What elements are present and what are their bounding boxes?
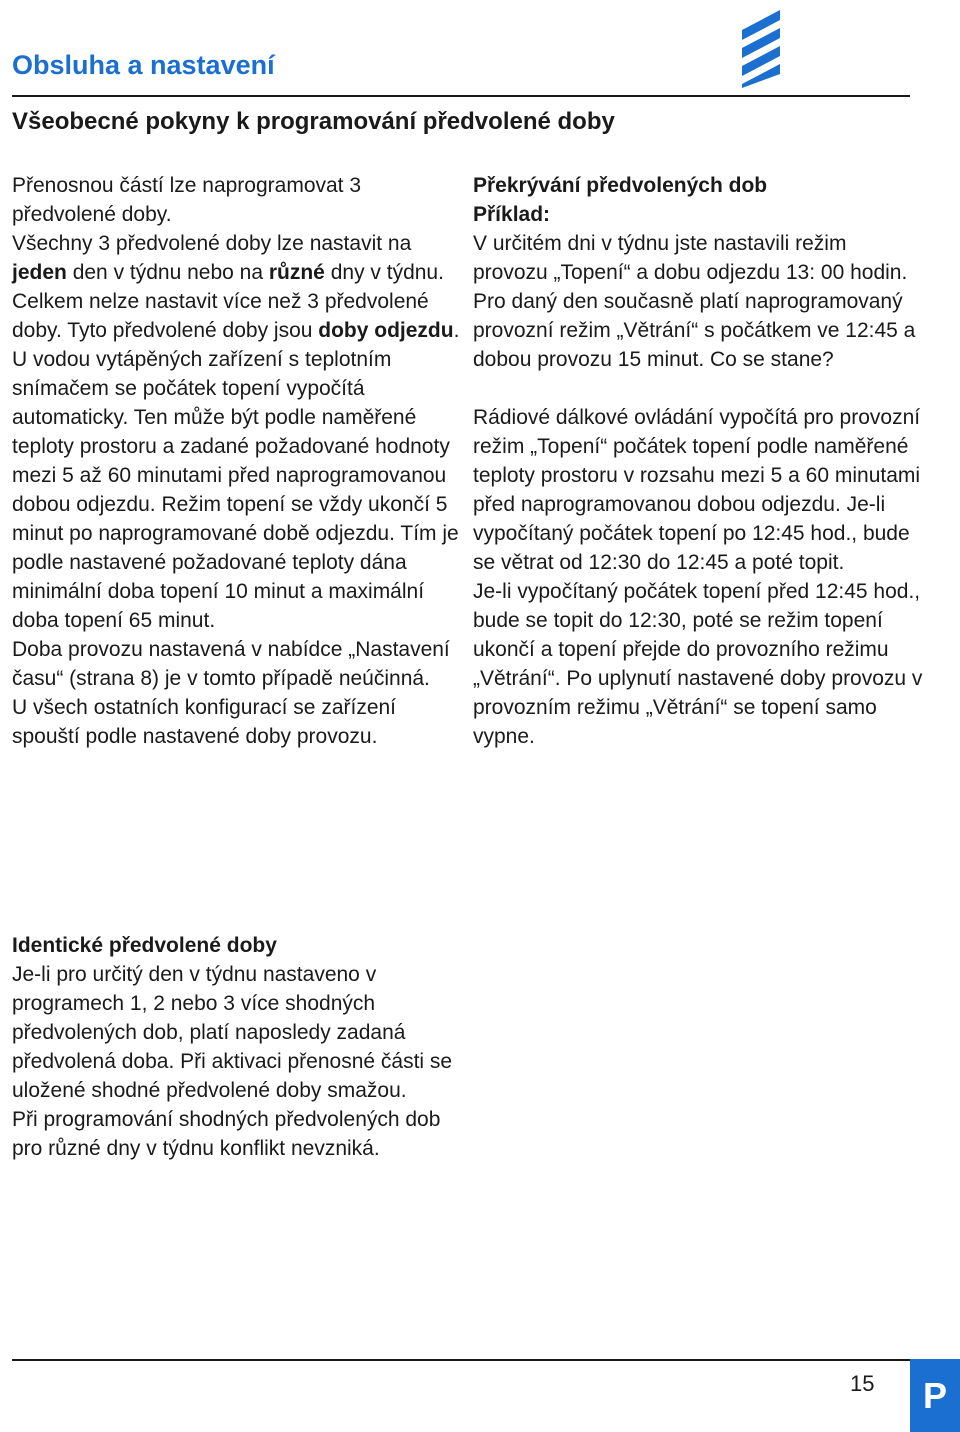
section-title: Obsluha a nastavení: [12, 50, 275, 80]
identical-paragraph-1: Je-li pro určitý den v týdnu nastaveno v programech 1, 2 nebo 3 více shodných předvolených dob, platí naposledy zadaná předvolená doba. Při aktivaci přenosné části se uložené shodné předvolené doby smažou.: [12, 963, 453, 1102]
right-paragraph-2: Rádiové dálkové ovládání vypočítá pro provozní režim „Topení“ počátek topení podle naměřené teploty prostoru v rozsahu mezi 5 a 60 minutami před naprogramovanou dobou odjezdu. Je-li vypočítaný počátek topení po 12:45 hod., bude se větrat od 12:30 do 12:45 a poté topit.: [473, 406, 921, 574]
left-paragraph-3: U vodou vytápěných zařízení s teplotním snímačem se počátek topení vypočítá automaticky. Ten může být podle naměřené teploty prostoru a zadané požadované hodnoty mezi 5 až 60 minutami před naprogramovanou dobou odjezdu. Režim topení se vždy ukončí 5 minut po naprogramované době odjezdu. Tím je podle nastavené požadované teploty dána minimální doba topení 10 minut a maximální doba topení 65 minut.: [12, 348, 459, 632]
identical-heading: Identické předvolené doby: [12, 934, 277, 957]
example-label: Příklad:: [473, 203, 551, 226]
left-paragraph-2: Všechny 3 předvolené doby lze nastavit na jeden den v týdnu nebo na různé dny v týdnu. Celkem nelze nastavit více než 3 předvolené doby. Tyto předvolené doby jsou doby odjezdu.: [12, 232, 460, 342]
paragraph-gap: [473, 374, 923, 403]
emphasis-jeden: jeden: [12, 261, 67, 284]
left-paragraph-1: Přenosnou částí lze naprogramovat 3 předvolené doby.: [12, 174, 362, 226]
right-paragraph-1: V určitém dni v týdnu jste nastavili režim provozu „Topení“ a dobu odjezdu 13: 00 hodin. Pro daný den současně platí naprogramovaný provozní režim „Větrání“ s počátkem ve 12:45 a dobou provozu 15 minut. Co se stane?: [473, 232, 916, 371]
identical-paragraph-2: Při programování shodných předvolených dob pro různé dny v týdnu konflikt nevzniká.: [12, 1108, 441, 1160]
emphasis-doby-odjezdu: doby odjezdu: [318, 319, 454, 342]
overlap-heading: Překrývání předvolených dob: [473, 174, 768, 197]
eberspaecher-logo-icon: [738, 8, 784, 88]
footer-divider: [12, 1359, 910, 1361]
left-paragraph-5: U všech ostatních konfigurací se zařízení spouští podle nastavené doby provozu.: [12, 696, 397, 748]
page-number: 15: [850, 1371, 875, 1396]
language-badge: P: [910, 1359, 960, 1432]
identical-section: [12, 931, 462, 1163]
header-divider: [12, 95, 910, 97]
left-column: [12, 171, 462, 751]
emphasis-ruzne: různé: [268, 261, 325, 284]
main-heading: Všeobecné pokyny k programování předvolené doby: [12, 108, 615, 135]
left-paragraph-4: Doba provozu nastavená v nabídce „Nastavení času“ (strana 8) je v tomto případě neúčinná.: [12, 638, 450, 690]
right-column: [473, 171, 923, 751]
right-paragraph-3: Je-li vypočítaný počátek topení před 12:45 hod., bude se topit do 12:30, poté se režim topení ukončí a topení přejde do provozního režimu „Větrání“. Po uplynutí nastavené doby provozu v provozním režimu „Větrání“ se topení samo vypne.: [473, 580, 923, 748]
